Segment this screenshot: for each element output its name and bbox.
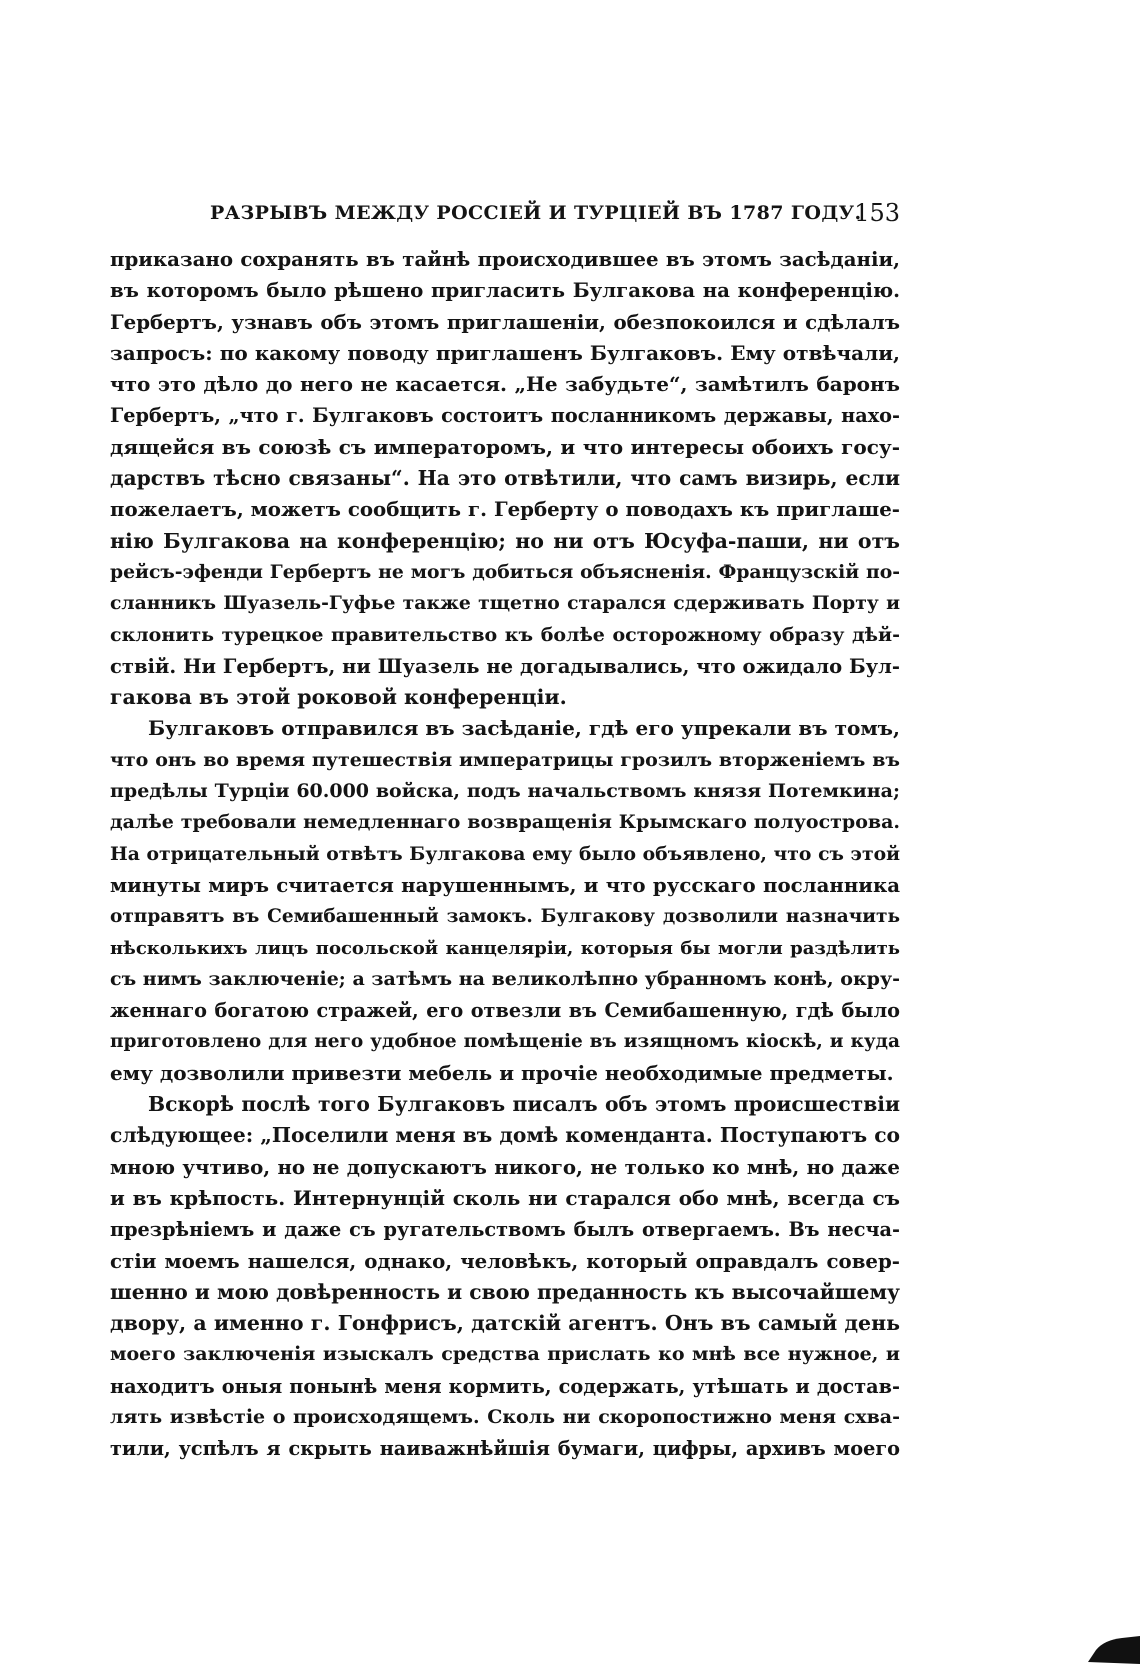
text-line: стіи моемъ нашелся, однако, человѣкъ, который оправдалъ совер- — [110, 1248, 900, 1273]
text-line: лять извѣстіе о происходящемъ. Сколь ни скоропостижно меня схва- — [110, 1405, 900, 1428]
text-line: далѣе требовали немедленнаго возвращенія Крымскаго полуострова. — [110, 811, 900, 834]
text-line: приказано сохранять въ тайнѣ происходившее въ этомъ засѣданіи, — [110, 247, 900, 271]
text-line: шенно и мою довѣренность и свою преданность къ высочайшему — [110, 1279, 900, 1304]
text-line: находитъ оныя понынѣ меня кормить, содержать, утѣшать и достав- — [110, 1374, 900, 1398]
text-line: запросъ: по какому поводу приглашенъ Булгаковъ. Ему отвѣчали, — [110, 340, 900, 365]
text-line: женнаго богатою стражей, его отвезли въ Семибашенную, гдѣ было — [110, 999, 900, 1023]
text-line: предѣлы Турціи 60.000 войска, подъ начальствомъ князя Потемкина; — [110, 780, 900, 803]
text-line: нію Булгакова на конференцію; но ни отъ Юсуфа-паши, ни отъ — [110, 528, 900, 553]
running-title: РАЗРЫВЪ МЕЖДУ РОССІЕЙ И ТУРЦІЕЙ ВЪ 1787 ГОДУ. — [210, 202, 862, 224]
text-line: моего заключенія изыскалъ средства прислать ко мнѣ все нужное, и — [110, 1343, 900, 1366]
text-line: что это дѣло до него не касается. „Не забудьте“, замѣтилъ баронъ — [110, 372, 900, 397]
text-line: въ которомъ было рѣшено пригласить Булгакова на конференцію. — [110, 278, 900, 303]
running-head — [200, 198, 900, 228]
text-line: Гербертъ, „что г. Булгаковъ состоитъ посланникомъ державы, нахо- — [110, 404, 900, 428]
text-line: что онъ во время путешествія императрицы грозилъ вторженіемъ въ — [110, 748, 900, 771]
text-line: и въ крѣпость. Интернунцій сколь ни старался обо мнѣ, всегда съ — [110, 1185, 900, 1210]
text-line: нѣсколькихъ лицъ посольской канцеляріи, которыя бы могли раздѣлить — [110, 937, 900, 959]
text-line: На отрицательный отвѣтъ Булгакова ему было объявлено, что съ этой — [110, 842, 900, 865]
text-line: дарствъ тѣсно связаны“. На это отвѣтили, что самъ визирь, если — [110, 466, 900, 491]
text-line: рейсъ-эфенди Гербертъ не могъ добиться объясненія. Французскій по- — [110, 560, 900, 583]
text-line: Вскорѣ послѣ того Булгаковъ писалъ объ этомъ происшествіи — [148, 1092, 900, 1117]
text-line: склонить турецкое правительство къ болѣе осторожному образу дѣй- — [110, 623, 900, 646]
page-number: 153 — [854, 199, 900, 227]
text-line: презрѣніемъ и даже съ ругательствомъ былъ отвергаемъ. Въ несча- — [110, 1218, 900, 1242]
text-line: тили, успѣлъ я скрыть наиважнѣйшія бумаги, цифры, архивъ моего — [110, 1437, 900, 1461]
body-text — [110, 244, 900, 1465]
text-line: сланникъ Шуазель-Гуфье также тщетно старался сдерживать Порту и — [110, 592, 900, 615]
text-line: Булгаковъ отправился въ засѣданіе, гдѣ его упрекали въ томъ, — [148, 716, 900, 741]
text-line: мною учтиво, но не допускаютъ никого, не только ко мнѣ, но даже — [110, 1154, 900, 1179]
text-line: съ нимъ заключеніе; а затѣмъ на великолѣпно убранномъ конѣ, окру- — [110, 967, 900, 990]
text-line: слѣдующее: „Поселили меня въ домѣ коменданта. Поступаютъ со — [110, 1123, 901, 1148]
text-line: ствій. Ни Гербертъ, ни Шуазель не догадывались, что ожидало Бул- — [110, 654, 900, 678]
text-line: отправятъ въ Семибашенный замокъ. Булгакову дозволили назначить — [110, 906, 900, 928]
text-line: ему дозволили привезти мебель и прочіе необходимые предметы. — [110, 1060, 894, 1085]
text-line: Гербертъ, узнавъ объ этомъ приглашеніи, обезпокоился и сдѣлалъ — [110, 309, 900, 334]
text-line: пожелаетъ, можетъ сообщить г. Герберту о поводахъ къ приглаше- — [110, 497, 900, 522]
text-line: минуты миръ считается нарушеннымъ, и что русскаго посланника — [110, 872, 900, 897]
text-line: двору, а именно г. Гонфрисъ, датскій агентъ. Онъ въ самый день — [110, 1311, 900, 1336]
page-corner-mark-icon — [1082, 1636, 1140, 1664]
text-line: приготовлено для него удобное помѣщеніе въ изящномъ кіоскѣ, и куда — [110, 1031, 900, 1053]
text-line: гакова въ этой роковой конференціи. — [110, 685, 567, 710]
text-line: дящейся въ союзѣ съ императоромъ, и что интересы обоихъ госу- — [110, 434, 900, 459]
